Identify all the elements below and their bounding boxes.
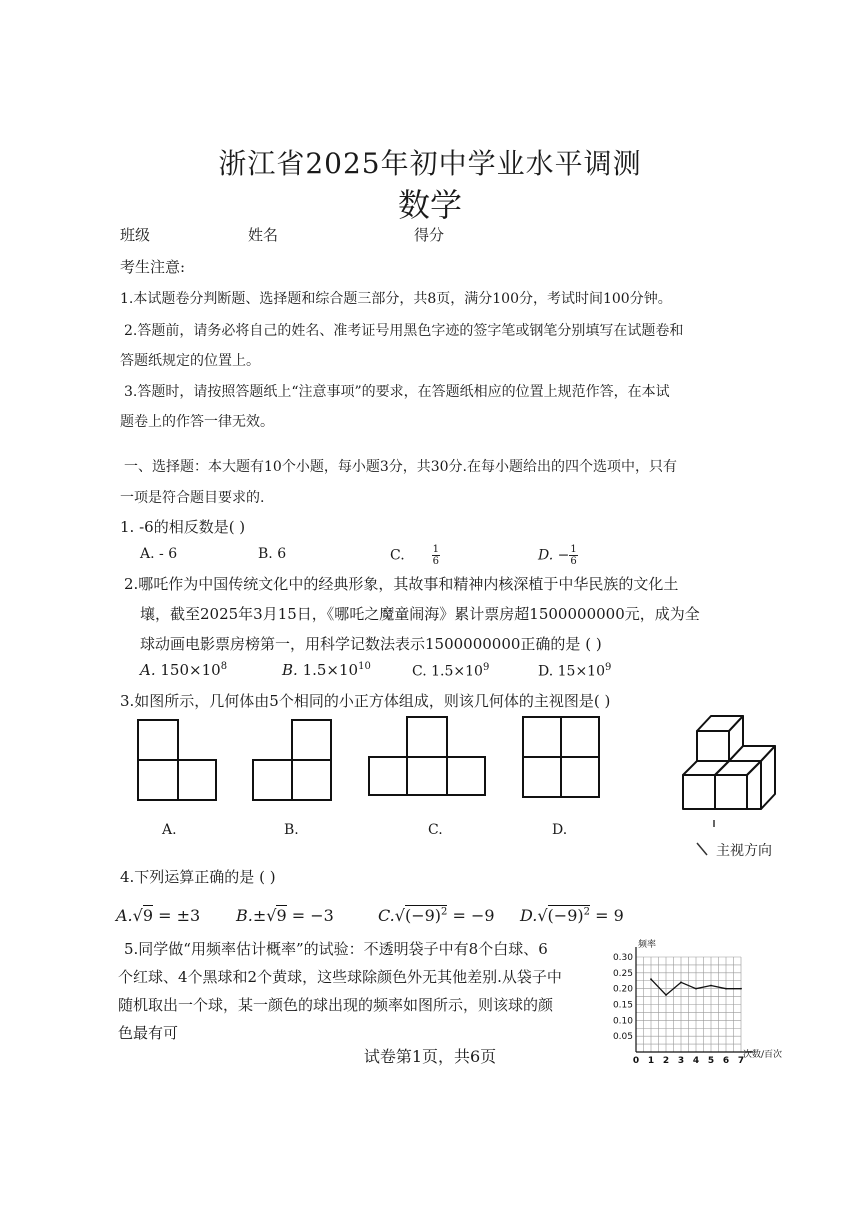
x-tick-label: 6 <box>722 1056 730 1066</box>
sqrt-sign: √ <box>537 906 548 925</box>
class-field-label: 班级 <box>120 226 151 244</box>
q3-stem: 3.如图所示，几何体由5个相同的小正方体组成，则该几何体的主视图是( ) <box>120 692 611 710</box>
q4-c-exp: 2 <box>441 906 448 918</box>
q2-c-base: C. 1.5×10 <box>412 663 483 680</box>
q2-a-label: A. <box>140 661 156 679</box>
notice-item-2: 2.答题前，请务必将自己的姓名、准考证号用黑色字迹的签字笔或钢笔分别填写在试题卷和 <box>124 323 684 339</box>
q4-d-label: D. <box>520 906 538 925</box>
q4-c-label: C. <box>378 906 395 925</box>
q2-d-exp: 9 <box>605 662 612 673</box>
q3-label-d: D. <box>552 822 568 838</box>
q4-c-radicand-base: (−9) <box>404 906 442 925</box>
q1-option-a: A. - 6 <box>140 546 178 562</box>
y-tick-label: 0.10 <box>612 1016 633 1027</box>
x-axis-label: 次数/百次 <box>743 1050 783 1060</box>
frequency-point <box>680 981 682 983</box>
q4-d-radicand <box>548 905 590 925</box>
x-tick-label: 2 <box>662 1056 670 1066</box>
q4-a-radicand: 9 <box>142 906 154 925</box>
q5-stem-line-4: 色最有可 <box>118 1024 179 1042</box>
sqrt-sign: √ <box>132 906 143 925</box>
q1-c-numerator: 1 <box>432 544 439 555</box>
y-tick-label: 0.20 <box>612 984 633 995</box>
q4-a-rest: = ±3 <box>153 906 201 925</box>
notice-item-2-cont: 答题纸规定的位置上。 <box>120 353 260 369</box>
x-tick-label: 7 <box>737 1056 745 1066</box>
sqrt-sign: √ <box>266 906 277 925</box>
q4-c-rest: = −9 <box>447 906 495 925</box>
frequency-point <box>650 978 652 980</box>
y-tick-label: 0.15 <box>612 1000 633 1011</box>
q4-b-radicand: 9 <box>276 906 287 925</box>
y-tick-label: 0.05 <box>612 1032 633 1043</box>
q3-label-a: A. <box>162 822 177 838</box>
q4-option-c <box>378 906 495 925</box>
q4-option-b <box>236 906 334 925</box>
q4-option-d <box>520 906 624 925</box>
frequency-point <box>695 988 697 990</box>
page-footer: 试卷第1页，共6页 <box>363 1047 497 1066</box>
viewing-direction-label: 主视方向 <box>716 843 772 859</box>
y-tick-label: 0.30 <box>612 953 633 963</box>
frequency-point <box>725 988 727 990</box>
q4-b-rest: = −3 <box>286 906 334 925</box>
q5-stem-line-2: 个红球、4个黑球和2个黄球，这些球除颜色外无其他差别.从袋子中 <box>118 968 562 986</box>
q2-stem-line-1: 2.哪吒作为中国传统文化中的经典形象，其故事和精神内核深植于中华民族的文化土 <box>124 575 679 593</box>
q3-label-b: B. <box>284 822 299 838</box>
section-1-heading: 一、选择题：本大题有10个小题，每小题3分，共30分.在每小题给出的四个选项中，只有 <box>124 459 677 475</box>
x-tick-label: 3 <box>677 1056 685 1066</box>
q1-stem: 1. -6的相反数是( ) <box>120 518 246 536</box>
x-tick-label: 4 <box>692 1056 700 1066</box>
q1-d-denominator: 6 <box>570 556 577 567</box>
score-field-label: 得分 <box>414 226 445 244</box>
sqrt-sign: √ <box>394 906 405 925</box>
q4-stem: 4.下列运算正确的是 ( ) <box>120 868 276 886</box>
q2-d-base: D. 15×10 <box>538 663 605 680</box>
q4-d-exp: 2 <box>583 906 590 918</box>
page-title: 浙江省2025年初中学业水平调测 <box>218 147 642 180</box>
q2-a-exp: 8 <box>220 661 228 672</box>
q4-b-label: B. <box>236 906 253 925</box>
x-tick-label: 0 <box>632 1056 640 1066</box>
q1-d-numerator: 1 <box>570 544 577 555</box>
q2-b-label: B. <box>282 661 298 679</box>
q3-label-c: C. <box>428 822 443 838</box>
notice-item-1: 1.本试题卷分判断题、选择题和综合题三部分，共8页，满分100分，考试时间100分钟。 <box>120 291 672 307</box>
y-tick-label: 0.25 <box>612 968 633 979</box>
q4-a-label: A. <box>116 906 133 925</box>
frequency-point <box>665 994 667 996</box>
q4-c-radicand <box>405 905 447 925</box>
x-tick-label: 5 <box>707 1056 715 1066</box>
q5-stem-line-1: 5.同学做“用频率估计概率”的试验：不透明袋子中有8个白球、6 <box>124 940 548 958</box>
q4-d-radicand-base: (−9) <box>547 906 584 925</box>
section-1-heading-cont: 一项是符合题目要求的. <box>120 490 265 506</box>
frequency-point <box>740 988 742 990</box>
x-tick-label: 1 <box>647 1056 655 1066</box>
y-axis-label: 频率 <box>638 940 657 950</box>
frequency-point <box>710 985 712 987</box>
notice-item-3: 3.答题时，请按照答题纸上“注意事项”的要求，在答题纸相应的位置上规范作答，在本试 <box>124 384 670 400</box>
q1-option-c-label: C. <box>390 547 405 564</box>
q2-c-exp: 9 <box>482 662 490 673</box>
q2-b-exp: 10 <box>358 661 371 672</box>
q4-b-pm: ± <box>252 906 267 925</box>
subject-title: 数学 <box>397 186 462 224</box>
q4-d-rest: = 9 <box>590 906 624 925</box>
notice-item-3-cont: 题卷上的作答一律无效。 <box>120 414 274 430</box>
q2-b-base: 1.5×10 <box>302 661 359 679</box>
q2-stem-line-3: 球动画电影票房榜第一，用科学记数法表示1500000000正确的是 ( ) <box>140 635 602 653</box>
q4-option-a <box>116 906 200 925</box>
q2-a-base: 150×10 <box>160 661 221 679</box>
name-field-label: 姓名 <box>248 226 279 244</box>
q1-c-denominator: 6 <box>432 556 439 567</box>
q1-option-d-label: D. − <box>538 547 570 564</box>
q5-stem-line-3: 随机取出一个球，某一颜色的球出现的频率如图所示，则该球的颜 <box>118 996 554 1014</box>
q1-option-b: B. 6 <box>258 546 287 562</box>
notice-heading: 考生注意: <box>120 258 186 276</box>
q2-stem-line-2: 壤，截至2025年3月15日，《哪吒之魔童闹海》累计票房超1500000000元，成为全 <box>140 605 700 623</box>
